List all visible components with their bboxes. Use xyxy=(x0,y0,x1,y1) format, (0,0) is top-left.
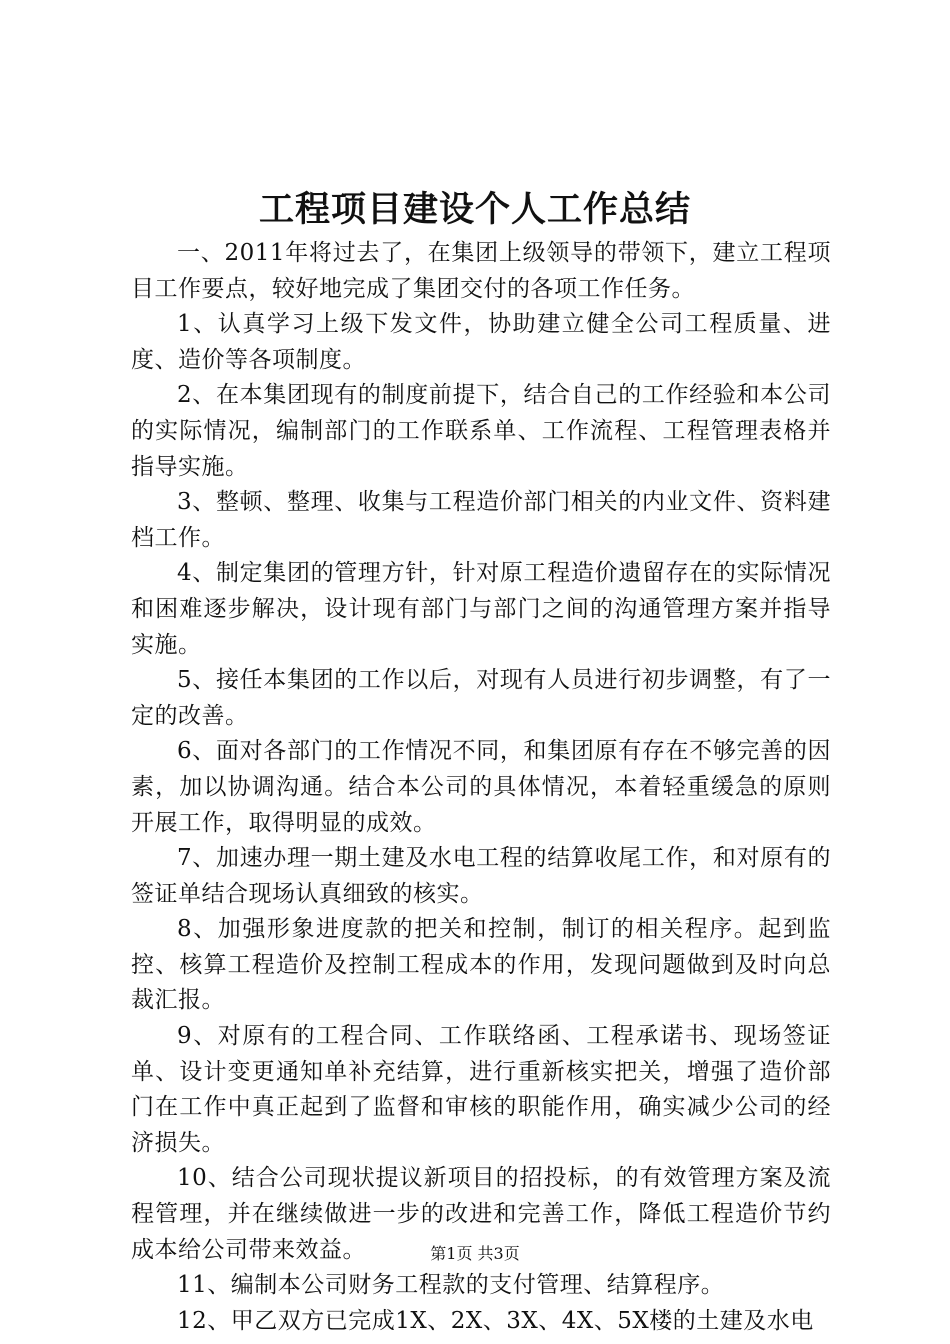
document-title: 工程项目建设个人工作总结 xyxy=(258,189,691,230)
paragraph-item-4: 4、制定集团的管理方针，针对原工程造价遗留存在的实际情况和困难逐步解决，设计现有部门与部门之间的沟通管理方案并指导实施。 xyxy=(131,560,831,658)
paragraph-item-11: 11、编制本公司财务工程款的支付管理、结算程序。 xyxy=(177,1272,725,1299)
paragraph-item-2: 2、在本集团现有的制度前提下，结合自己的工作经验和本公司的实际情况，编制部门的工作联系单、工作流程、工程管理表格并指导实施。 xyxy=(131,382,831,480)
paragraph-intro: 一、2011年将过去了，在集团上级领导的带领下，建立工程项目工作要点，较好地完成了集团交付的各项工作任务。 xyxy=(131,240,831,302)
paragraph-item-12: 12、甲乙双方已完成1X、2X、3X、4X、5X楼的土建及水电 xyxy=(177,1307,814,1334)
paragraph-item-10: 10、结合公司现状提议新项目的招投标，的有效管理方案及流程管理，并在继续做进一步的改进和完善工作，降低工程造价节约成本给公司带来效益。 xyxy=(131,1165,831,1263)
paragraph-item-1: 1、认真学习上级下发文件，协助建立健全公司工程质量、进度、造价等各项制度。 xyxy=(131,311,831,373)
paragraph-item-5: 5、接任本集团的工作以后，对现有人员进行初步调整，有了一定的改善。 xyxy=(131,667,831,729)
paragraph-item-8: 8、加强形象进度款的把关和控制，制订的相关程序。起到监控、核算工程造价及控制工程成本的作用，发现问题做到及时向总裁汇报。 xyxy=(131,916,831,1014)
document-body xyxy=(131,236,831,1339)
paragraph-item-6: 6、面对各部门的工作情况不同，和集团原有存在不够完善的因素，加以协调沟通。结合本公司的具体情况，本着轻重缓急的原则开展工作，取得明显的成效。 xyxy=(131,738,831,836)
paragraph-item-3: 3、整顿、整理、收集与工程造价部门相关的内业文件、资料建档工作。 xyxy=(131,489,831,551)
page-footer: 第1页 共3页 xyxy=(430,1244,520,1263)
paragraph-item-9: 9、对原有的工程合同、工作联络函、工程承诺书、现场签证单、设计变更通知单补充结算，进行重新核实把关，增强了造价部门在工作中真正起到了监督和审核的职能作用，确实减少公司的经济损失。 xyxy=(131,1023,831,1156)
paragraph-item-7: 7、加速办理一期土建及水电工程的结算收尾工作，和对原有的签证单结合现场认真细致的核实。 xyxy=(131,845,831,907)
